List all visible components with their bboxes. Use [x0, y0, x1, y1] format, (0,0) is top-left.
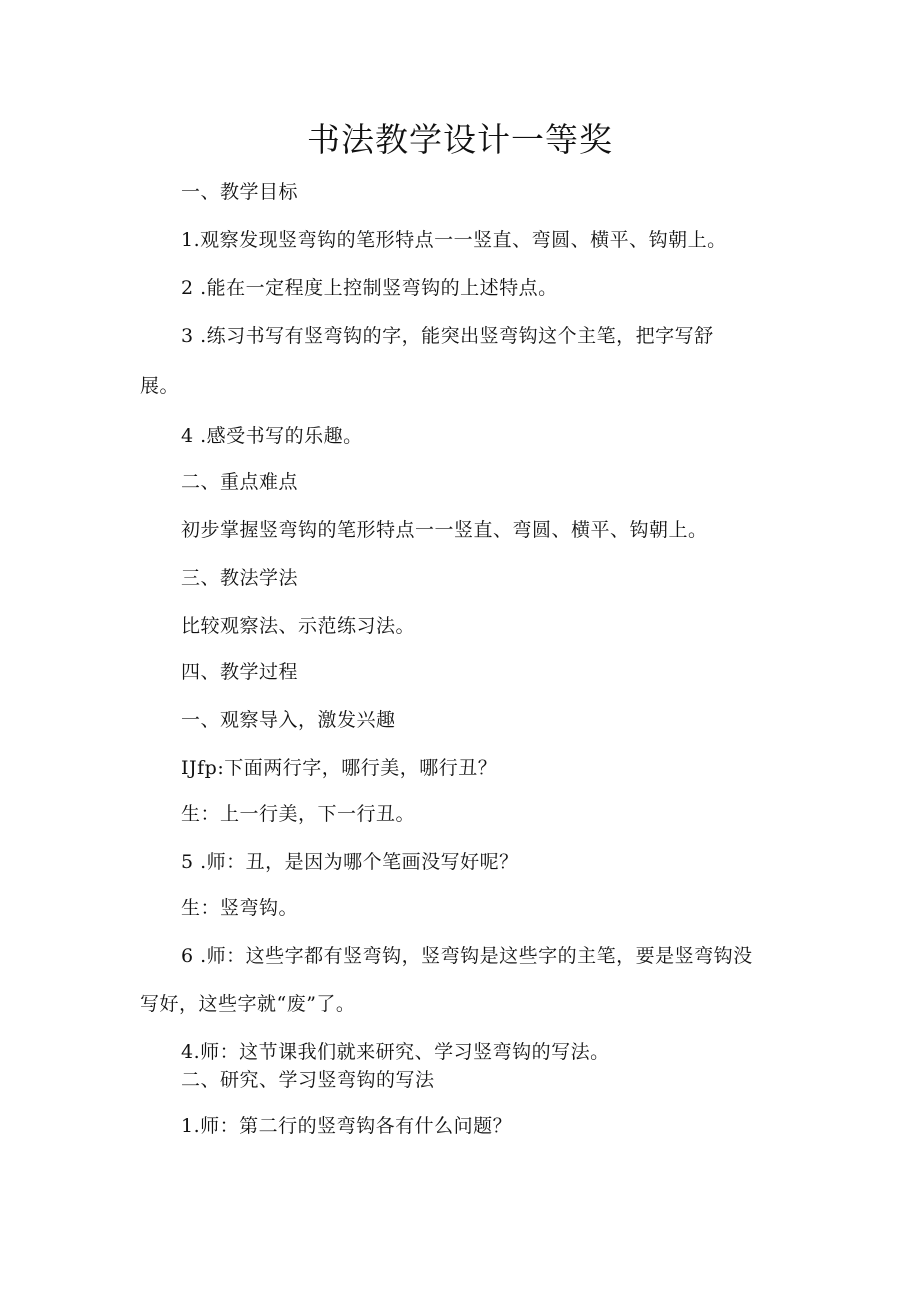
paragraph: 比较观察法、示范练习法。 — [181, 615, 416, 637]
paragraph: 1.师：第二行的竖弯钩各有什么问题？ — [181, 1115, 513, 1137]
paragraph: 1.观察发现竖弯钩的笔形特点一一竖直、弯圆、横平、钩朝上。 — [181, 229, 727, 251]
section-heading: 四、教学过程 — [181, 661, 299, 683]
paragraph: 生：上一行美，下一行丑。 — [181, 803, 416, 825]
paragraph: IJfp:下面两行字，哪行美，哪行丑？ — [181, 757, 498, 779]
subsection-heading: 二、研究、学习竖弯钩的写法 — [181, 1069, 435, 1091]
paragraph: 3 .练习书写有竖弯钩的字，能突出竖弯钩这个主笔，把字写舒 — [181, 325, 714, 347]
paragraph: 4.师：这节课我们就来研究、学习竖弯钩的写法。 — [181, 1041, 610, 1063]
section-heading: 一、教学目标 — [181, 181, 299, 203]
section-heading: 三、教法学法 — [181, 567, 299, 589]
paragraph: 4 .感受书写的乐趣。 — [181, 425, 363, 447]
paragraph: 初步掌握竖弯钩的笔形特点一一竖直、弯圆、横平、钩朝上。 — [181, 519, 708, 541]
paragraph: 展。 — [140, 375, 180, 397]
paragraph: 5 .师：丑，是因为哪个笔画没写好呢？ — [181, 851, 519, 873]
paragraph: 写好，这些字就“废”了。 — [140, 993, 356, 1015]
section-heading: 二、重点难点 — [181, 471, 299, 493]
document-title: 书法教学设计一等奖 — [307, 120, 613, 159]
paragraph: 2 .能在一定程度上控制竖弯钩的上述特点。 — [181, 277, 558, 299]
paragraph: 6 .师：这些字都有竖弯钩，竖弯钩是这些字的主笔，要是竖弯钩没 — [181, 945, 753, 967]
subsection-heading: 一、观察导入，激发兴趣 — [181, 709, 396, 731]
paragraph: 生：竖弯钩。 — [181, 897, 299, 919]
